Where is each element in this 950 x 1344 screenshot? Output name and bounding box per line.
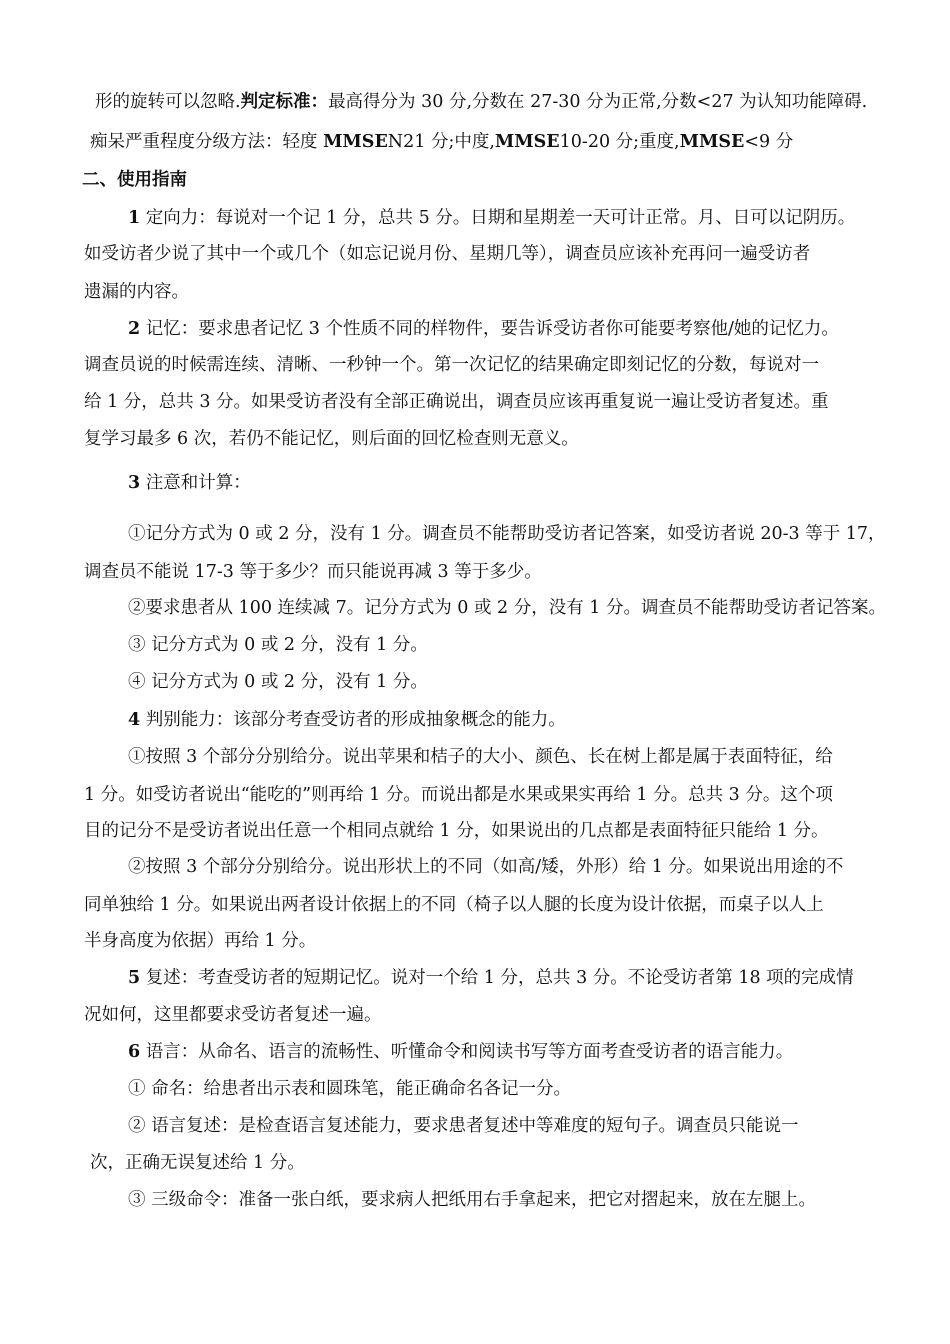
paragraph-line: 目的记分不是受访者说出任意一个相同点就给 1 分，如果说出的几点都是表面特征只能给 1 分。 — [84, 821, 829, 841]
text-run: 语言：从命名、语言的流畅性、听懂命令和阅读书写等方面考查受访者的语言能力。 — [140, 1042, 794, 1062]
mmse-term: MMSE — [494, 132, 560, 152]
item-number: 5 — [128, 968, 141, 988]
paragraph-line: ② 语言复述：是检查语言复述能力，要求患者复述中等难度的短句子。调查员只能说一 — [128, 1116, 799, 1136]
text-run: N21 分;中度, — [387, 132, 495, 152]
paragraph-line: 调查员说的时候需连续、清晰、一秒钟一个。第一次记忆的结果确定即刻记忆的分数，每说对一 — [84, 355, 819, 375]
paragraph-line — [128, 206, 938, 230]
paragraph-line — [128, 1040, 938, 1064]
mmse-term: MMSE — [323, 132, 388, 152]
paragraph-line: ①按照 3 个部分分别给分。说出苹果和桔子的大小、颜色、长在树上都是属于表面特征，给 — [128, 747, 833, 767]
item-number: 3 — [128, 473, 141, 493]
paragraph-line: 调查员不能说 17-3 等于多少？而只能说再减 3 等于多少。 — [84, 562, 542, 582]
paragraph-line: 同单独给 1 分。如果说出两者设计依据上的不同（椅子以人腿的长度为设计依据，而桌子以人上 — [84, 895, 824, 915]
paragraph-line — [128, 966, 938, 990]
paragraph-line: ① 命名：给患者出示表和圆珠笔，能正确命名各记一分。 — [128, 1079, 572, 1099]
paragraph-line: 遗漏的内容。 — [84, 282, 189, 302]
paragraph-line: 1 分。如受访者说出“能吃的”则再给 1 分。而说出都是水果或果实再给 1 分。总共 3 分。这个项 — [84, 785, 833, 805]
paragraph-line: ③ 记分方式为 0 或 2 分，没有 1 分。 — [128, 635, 428, 655]
paragraph-line — [95, 90, 938, 114]
paragraph-line: ③ 三级命令：准备一张白纸，要求病人把纸用右手拿起来，把它对摺起来，放在左腿上。 — [128, 1190, 817, 1210]
text-run: 10-20 分;重度, — [559, 132, 680, 152]
paragraph-line: 给 1 分，总共 3 分。如果受访者没有全部正确说出，调查员应该再重复说一遍让受访者复述。重 — [84, 392, 829, 412]
text-run: 注意和计算： — [140, 473, 251, 493]
text-run: 最高得分为 30 分,分数在 27-30 分为正常,分数<27 为认知功能障碍. — [328, 92, 868, 112]
section-heading: 二、使用指南 — [82, 170, 187, 190]
text-run: 形的旋转可以忽略. — [95, 92, 241, 112]
paragraph-line: 半身高度为依据）再给 1 分。 — [84, 931, 317, 951]
text-run: 痴呆严重程度分级方法：轻度 — [90, 132, 324, 152]
text-run: 定向力：每说对一个记 1 分，总共 5 分。日期和星期差一天可计正常。月、日可以记阴历。 — [140, 208, 856, 228]
text-run: 记忆：要求患者记忆 3 个性质不同的样物件，要告诉受访者你可能要考察他/她的记忆力。 — [140, 319, 839, 339]
item-number: 4 — [128, 710, 141, 730]
text-run: 复述：考查受访者的短期记忆。说对一个给 1 分，总共 3 分。不论受访者第 18 项的完成情 — [140, 968, 854, 988]
paragraph-line — [90, 130, 938, 154]
paragraph-line: ①记分方式为 0 或 2 分，没有 1 分。调查员不能帮助受访者记答案，如受访者说 20-3 等于 17， — [128, 524, 886, 544]
paragraph-line: 复学习最多 6 次，若仍不能记忆，则后面的回忆检查则无意义。 — [84, 429, 579, 449]
item-number: 1 — [128, 208, 141, 228]
paragraph-line: ②按照 3 个部分分别给分。说出形状上的不同（如高/矮，外形）给 1 分。如果说出用途的不 — [128, 857, 844, 877]
item-number: 2 — [128, 319, 141, 339]
criteria-label: 判定标准： — [240, 92, 329, 112]
paragraph-line: 次，正确无误复述给 1 分。 — [90, 1153, 305, 1173]
paragraph-line: 况如何，这里都要求受访者复述一遍。 — [84, 1005, 382, 1025]
text-run: 判别能力：该部分考查受访者的形成抽象概念的能力。 — [140, 710, 566, 730]
paragraph-line: ④ 记分方式为 0 或 2 分，没有 1 分。 — [128, 672, 428, 692]
paragraph-line — [128, 471, 938, 495]
paragraph-line — [128, 317, 938, 341]
item-number: 6 — [128, 1042, 141, 1062]
text-run: <9 分 — [744, 132, 794, 152]
paragraph-line: 如受访者少说了其中一个或几个（如忘记说月份、星期几等），调查员应该补充再问一遍受访者 — [84, 244, 811, 264]
paragraph-line — [128, 708, 938, 732]
mmse-term: MMSE — [679, 132, 745, 152]
paragraph-line: ②要求患者从 100 连续减 7。记分方式为 0 或 2 分，没有 1 分。调查员不能帮助受访者记答案。 — [128, 598, 887, 618]
